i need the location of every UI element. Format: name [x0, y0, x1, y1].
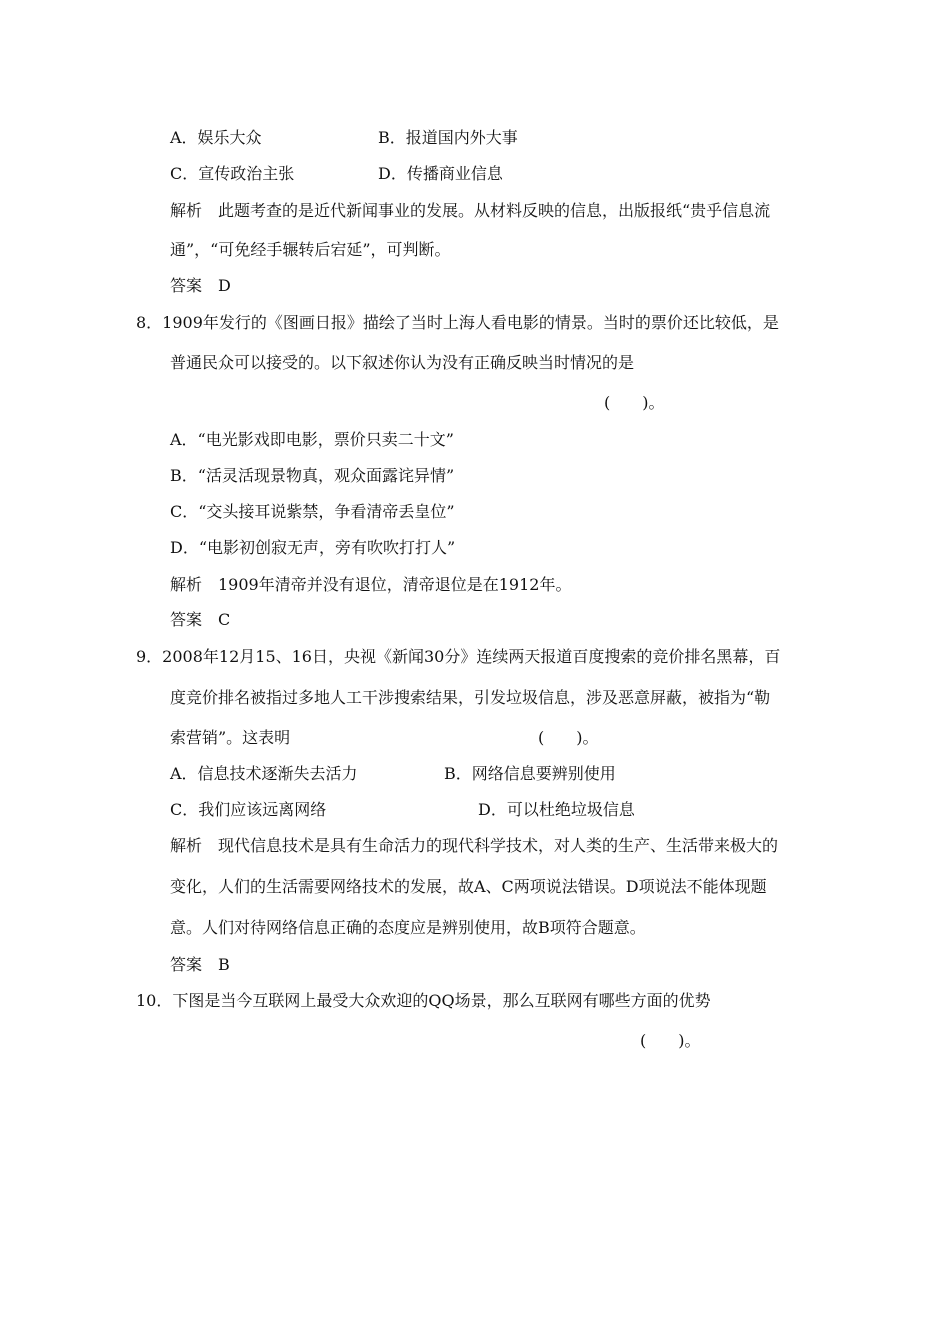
q10-stem: 10．下图是当今互联网上最受大众欢迎的QQ场景，那么互联网有哪些方面的优势 [136, 991, 711, 1010]
q8-answer-blank: ( )。 [604, 393, 665, 412]
q8-option-c: C．“交头接耳说紫禁，争看清帝丢皇位” [170, 502, 455, 521]
q8-analysis: 解析 1909年清帝并没有退位，清帝退位是在1912年。 [170, 575, 572, 594]
q7-option-b: B．报道国内外大事 [378, 128, 518, 147]
q9-stem-line-2: 度竞价排名被指过多地人工干涉搜索结果，引发垃圾信息，涉及恶意屏蔽，被指为“勒 [170, 688, 771, 707]
q9-option-b: B．网络信息要辨别使用 [444, 764, 616, 783]
q9-analysis-line-1: 解析 现代信息技术是具有生命活力的现代科学技术，对人类的生产、生活带来极大的 [170, 836, 779, 855]
q9-option-a: A．信息技术逐渐失去活力 [170, 764, 358, 783]
q9-option-d: D．可以杜绝垃圾信息 [478, 800, 635, 819]
q7-option-c: C．宣传政治主张 [170, 164, 295, 183]
q9-stem-line-1: 9．2008年12月15、16日，央视《新闻30分》连续两天报道百度搜索的竞价排名黑幕，百 [136, 647, 781, 666]
q9-analysis-line-2: 变化，人们的生活需要网络技术的发展，故A、C两项说法错误。D项说法不能体现题 [170, 877, 767, 896]
q7-analysis-line-2: 通”，“可免经手辗转后宕延”，可判断。 [170, 240, 451, 259]
q8-option-d: D．“电影初创寂无声，旁有吹吹打打人” [170, 538, 456, 557]
q9-answer-blank: ( )。 [538, 728, 599, 747]
q8-stem-line-2: 普通民众可以接受的。以下叙述你认为没有正确反映当时情况的是 [170, 353, 635, 372]
q8-option-b: B．“活灵活现景物真，观众面露诧异情” [170, 466, 455, 485]
q8-answer: 答案 C [170, 610, 231, 629]
q9-analysis-line-3: 意。人们对待网络信息正确的态度应是辨别使用，故B项符合题意。 [170, 918, 646, 937]
q7-option-a: A．娱乐大众 [170, 128, 262, 147]
q8-option-a: A．“电光影戏即电影，票价只卖二十文” [170, 430, 454, 449]
q9-answer: 答案 B [170, 955, 230, 974]
q9-option-c: C．我们应该远离网络 [170, 800, 327, 819]
q9-stem-line-3: 索营销”。这表明 [170, 728, 291, 747]
q8-stem-line-1: 8．1909年发行的《图画日报》描绘了当时上海人看电影的情景。当时的票价还比较低，是 [136, 313, 779, 332]
q7-analysis-line-1: 解析 此题考查的是近代新闻事业的发展。从材料反映的信息，出版报纸“贵乎信息流 [170, 201, 771, 220]
q7-answer: 答案 D [170, 276, 231, 295]
q7-option-d: D．传播商业信息 [378, 164, 503, 183]
q10-answer-blank: ( )。 [640, 1031, 701, 1050]
